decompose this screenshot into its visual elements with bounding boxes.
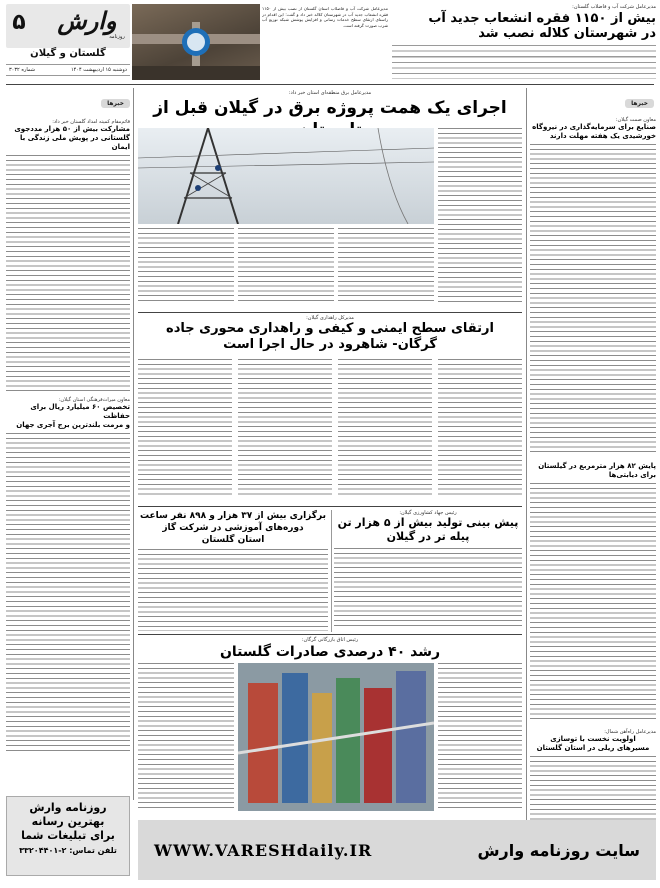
power-body-col3	[138, 228, 234, 304]
right-story1-body	[530, 144, 656, 456]
mid-divider-1	[138, 312, 522, 313]
advert-line2: بهترین رسانه	[31, 815, 105, 828]
advert-box	[6, 796, 130, 876]
top-left-story-body: مدیرعامل شرکت آب و فاضلاب استان گلستان از نصب بیش از ۱۱۵۰ فقره انشعاب جدید آب در شهرستان کلاله خبر داد و گفت: این اقدام در راستای ارتقای سطح خدمات رسانی و افزایش پوشش شبکه توزیع آب شرب صورت گرفته است.	[262, 6, 388, 28]
left-column	[6, 90, 130, 790]
left-story2-title-2: و مرمت بلندترین برج آجری جهان	[16, 421, 130, 429]
exports-body-col1	[438, 663, 522, 811]
left-story1-title-2: گلستانی در پویش ملی زندگی با ایمان	[20, 134, 130, 151]
power-title: اجرای یک همت پروژه برق در گیلان قبل از	[153, 98, 507, 118]
advert-phone: تلفن تماس: ۲-۳۳۲۰۴۴۰۱	[19, 846, 117, 855]
rice-title-1: پیش بینی تولید بیش از ۵ هزار تن	[337, 516, 519, 529]
right-story3-title-2: مسیرهای ریلی در استان گلستان	[536, 744, 650, 752]
power-kicker: مدیرعامل برق منطقه‌ای استان خبر داد:	[288, 90, 372, 96]
right-story3-title-1: اولویت نخست با توسازی	[550, 735, 636, 743]
issue-info: شماره ۳۰۳۲	[9, 67, 35, 73]
training-title-3: استان گلستان	[201, 535, 265, 545]
left-story2-title-1: تخصیص ۶۰ میلیارد ریال برای حفاظت	[30, 403, 130, 420]
roads-body-col2	[338, 359, 432, 495]
top-divider	[6, 84, 654, 85]
roads-story	[138, 315, 522, 505]
right-story2-body	[530, 483, 656, 723]
mid-divider-3	[138, 634, 522, 635]
roads-kicker: مدیرکل راهداری گیلان:	[306, 315, 354, 321]
right-story2-title: پایش ۸۲ هزار مترمربع در گیلستان برای دیابتی‌ها	[538, 462, 656, 479]
top-story-title-1: بیش از ۱۱۵۰ فقره انشعاب جدید آب	[428, 11, 656, 26]
rice-story	[334, 510, 522, 632]
right-column-divider	[526, 88, 527, 858]
power-body-col1	[338, 228, 434, 304]
advert-line3: برای تبلیغات شما	[21, 829, 115, 842]
power-tower-photo	[138, 128, 434, 224]
container-port-photo	[238, 663, 434, 811]
top-story-body	[392, 45, 656, 79]
roads-body-col3	[238, 359, 332, 495]
exports-title: رشد ۴۰ درصدی صادرات گلستان	[219, 644, 441, 660]
container-port-illustration	[238, 663, 434, 811]
date-line: دوشنبه ۱۵ اردیبهشت ۱۴۰۴	[70, 67, 127, 73]
left-story2-body	[6, 433, 130, 753]
power-body-col2	[238, 228, 334, 304]
roads-title-1: ارتقای سطح ایمنی و کیفی و راهداری محوری جاده	[166, 321, 494, 336]
water-meter-photo	[132, 4, 260, 80]
masthead	[6, 4, 130, 80]
top-story	[392, 4, 656, 80]
training-title-2: دوره‌های آموزشی در شرکت گاز	[162, 523, 304, 533]
left-column-divider	[133, 88, 134, 800]
page-number: ۵	[12, 10, 26, 35]
footer-banner	[138, 820, 656, 880]
training-title-1: برگزاری بیش از ۳۷ هزار و ۸۹۸ نفر ساعت	[139, 511, 326, 521]
right-column-label: خبرها	[625, 99, 654, 108]
power-body-right	[438, 128, 522, 304]
right-story1-title-2: خورشیدی یک هفته مهلت دارند	[549, 132, 656, 140]
advert-line1: روزنامه وارش	[29, 801, 107, 814]
training-story	[138, 510, 328, 632]
left-story1-body	[6, 155, 130, 391]
exports-kicker: رئیس اتاق بازرگانی گرگان:	[301, 637, 359, 643]
roads-title-2: گرگان- شاهرود در حال اجرا است	[223, 337, 437, 352]
section-name: گلستان و گیلان	[30, 48, 106, 59]
brand-logo: وارش	[57, 7, 117, 35]
training-body	[138, 549, 328, 631]
footer-url[interactable]: WWW.VARESHdaily.IR	[154, 840, 373, 860]
rice-kicker: رئیس جهاد کشاورزی گیلان:	[399, 510, 457, 516]
right-story1-kicker: معاون صمت گیلان:	[615, 117, 656, 123]
left-story1-title-1: مشارکت بیش از ۵۰ هزار مددجوی	[14, 125, 130, 133]
brand-prefix: روزنامه	[109, 34, 125, 40]
left-column-label: خبرها	[101, 99, 130, 108]
left-story2-kicker: معاون میراث‌فرهنگی استان گیلان:	[58, 397, 130, 403]
power-tower-illustration	[138, 128, 434, 224]
rice-body	[334, 548, 522, 626]
footer-site-label: سایت روزنامه وارش	[477, 840, 640, 860]
rice-title-2: پیله تر در گیلان	[386, 530, 470, 543]
top-story-kicker: مدیرعامل شرکت آب و فاضلاب گلستان:	[572, 4, 656, 10]
roads-body-col4	[138, 359, 232, 495]
right-story1-title-1: صنایع برای سرمایه‌گذاری در نیروگاه	[532, 123, 656, 131]
exports-story	[138, 637, 522, 817]
top-story-title-2: در شهرستان کلاله نصب شد	[478, 26, 656, 41]
right-column	[530, 90, 656, 860]
right-story3-kicker: مدیرعامل راه‌آهن شمال:	[604, 729, 656, 735]
water-meter-illustration	[132, 4, 260, 80]
exports-body-col2	[138, 663, 234, 811]
power-story	[138, 90, 522, 310]
training-rice-divider	[331, 510, 332, 632]
mid-divider-2	[138, 506, 522, 507]
roads-body-col1	[438, 359, 522, 495]
issue-bar	[6, 64, 130, 76]
left-story1-kicker: قائم‌مقام کمیته امداد گلستان خبر داد:	[52, 119, 130, 125]
